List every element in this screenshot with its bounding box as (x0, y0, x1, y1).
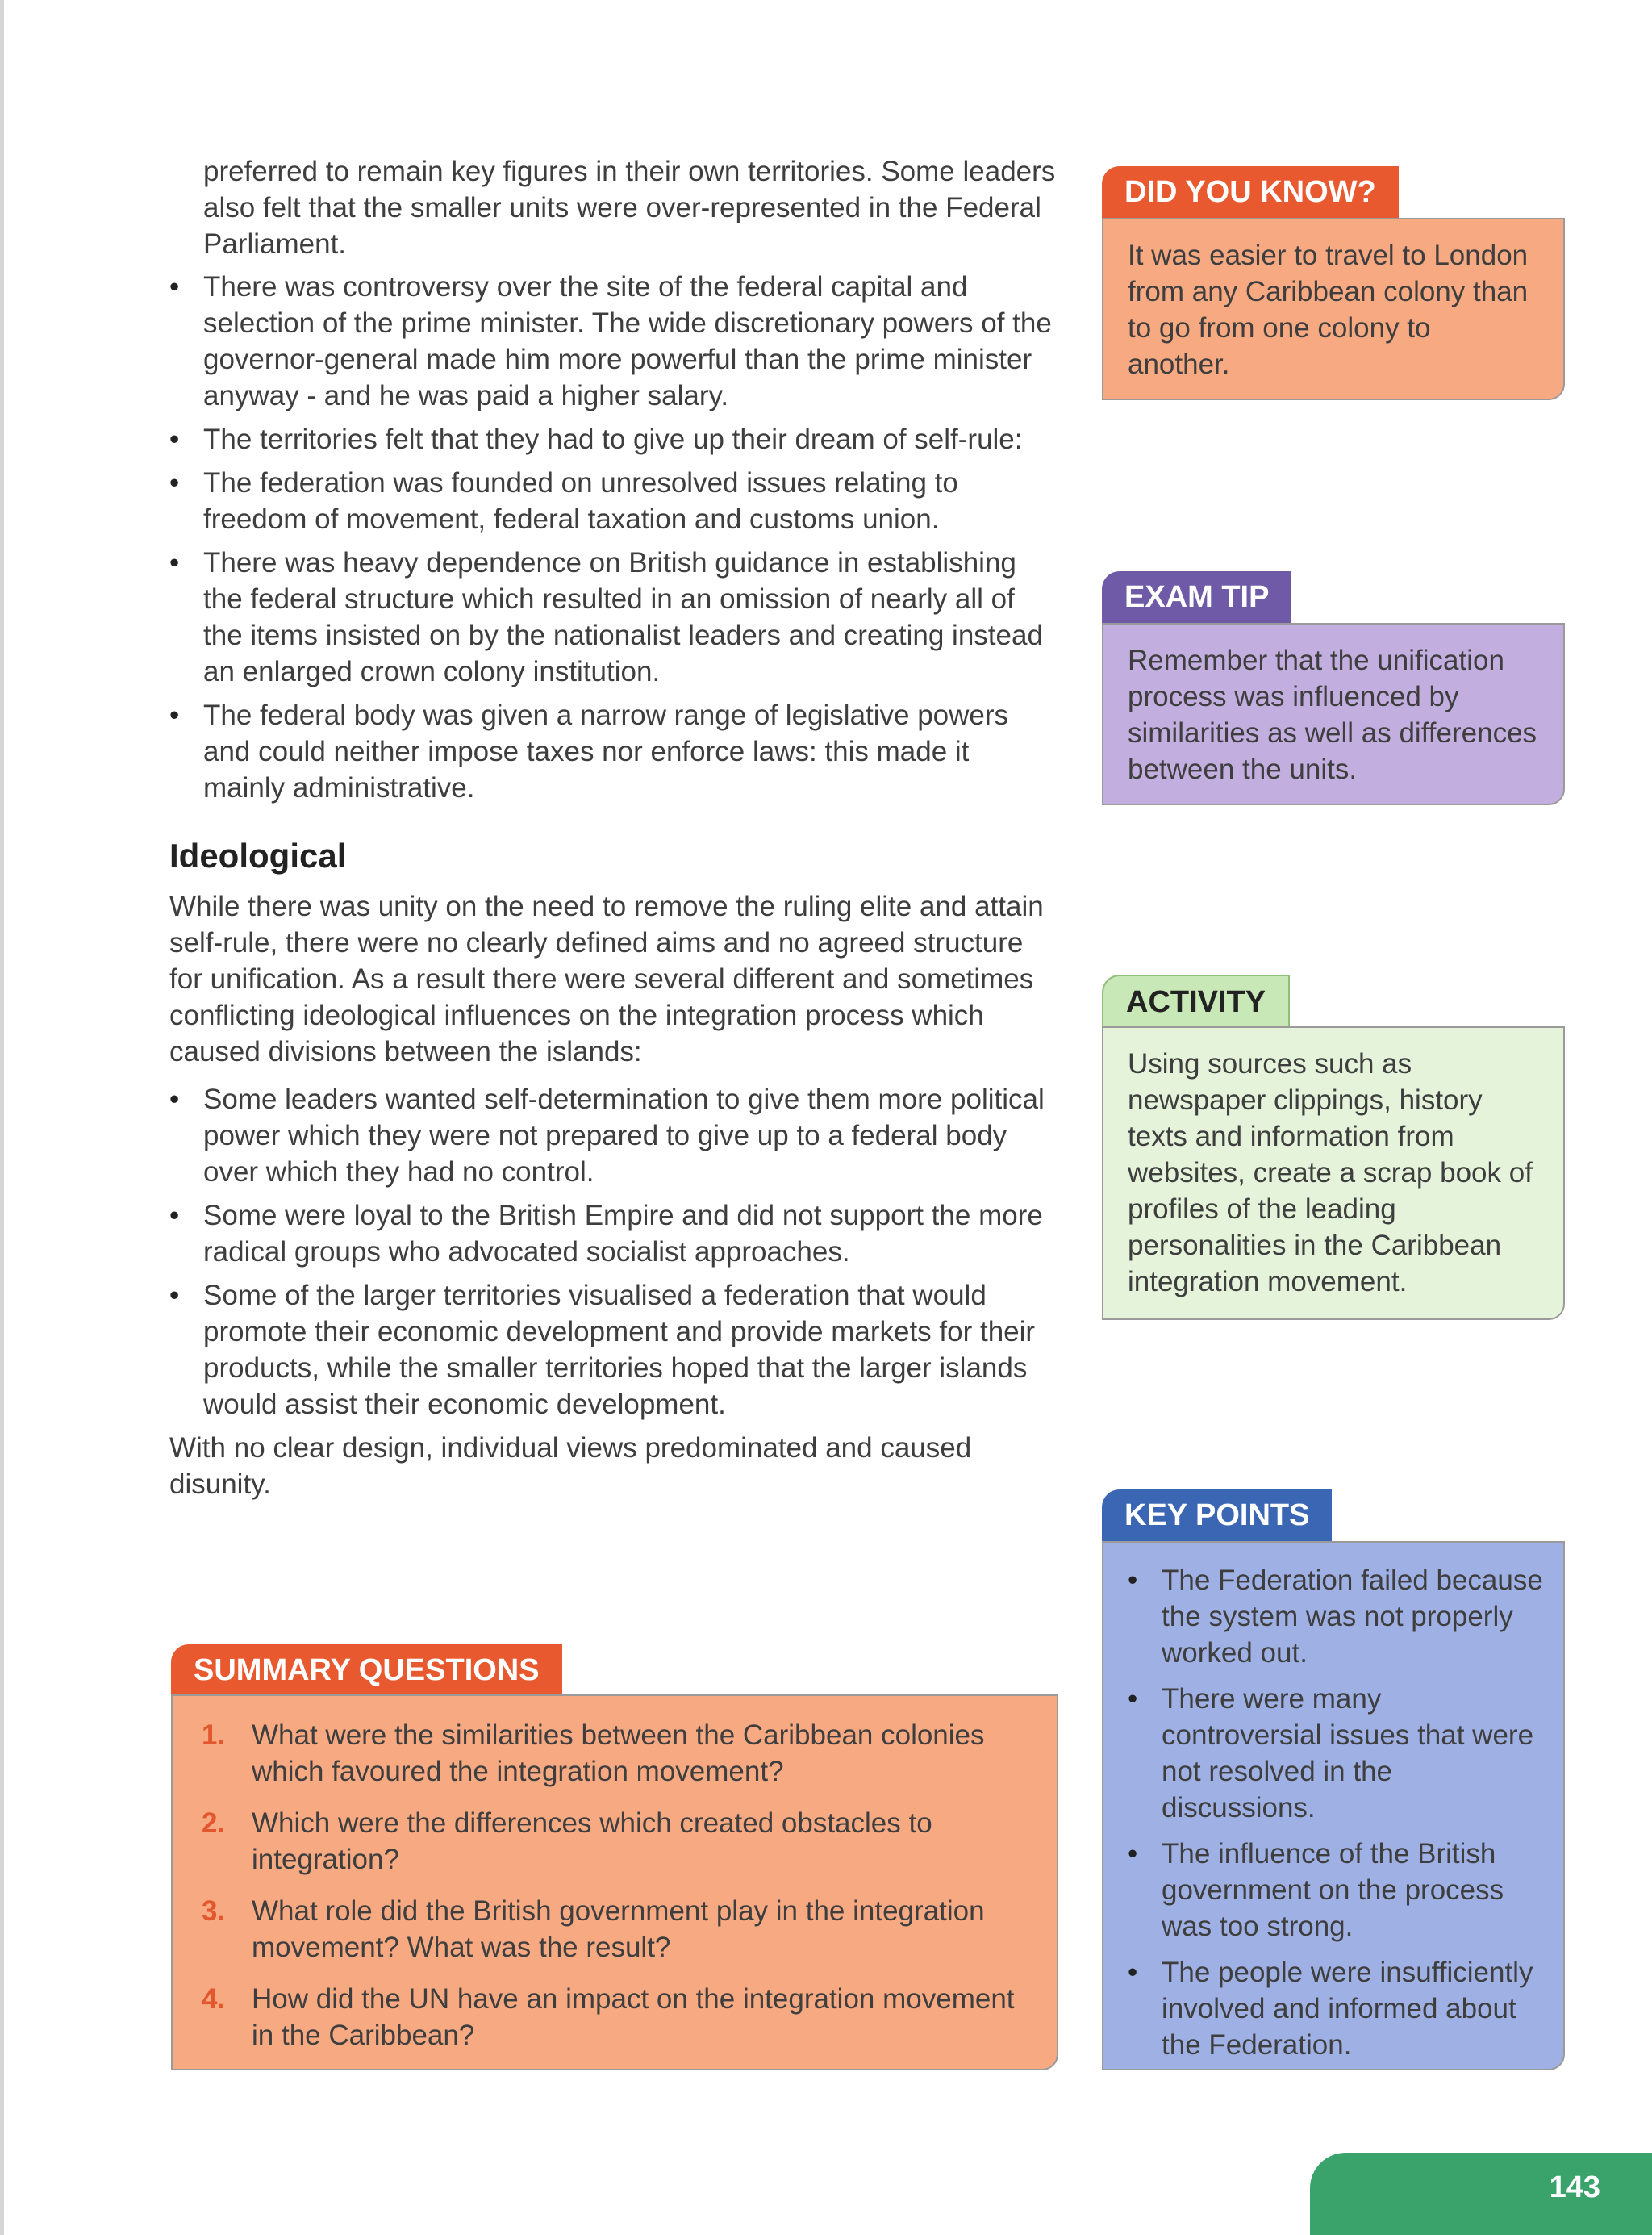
exam-tip-text: Remember that the unification process was influenced by similarities as well as differences between the units. (1128, 645, 1537, 785)
list-item (202, 1717, 1028, 1790)
list-item (202, 1805, 1028, 1878)
list-item: • The federation was founded on unresolved issues relating to freedom of movement, federal taxation and customs union. (169, 465, 1057, 537)
question-text: Which were the differences which created obstacles to integration? (252, 1807, 932, 1875)
question-text: What role did the British government play in the integration movement? What was the result? (252, 1895, 985, 1963)
activity-box (1102, 1026, 1565, 1320)
list-item: • There was heavy dependence on British guidance in establishing the federal structure which resulted in an omission of nearly all of the items insisted on by the nationalist leaders and creating instead an enlarged crown colony institution. (169, 545, 1057, 690)
intro-continuation: preferred to remain key figures in their own territories. Some leaders also felt that the smaller units were over-represented in the Federal Parliament. (203, 156, 1056, 260)
list-item: • The Federation failed because the system was not properly worked out. (1128, 1562, 1544, 1671)
question-number: 1. (202, 1719, 226, 1751)
list-item: • Some leaders wanted self-determination to give them more political power which they were not prepared to give up to a federal body over which they had no control. (169, 1081, 1057, 1190)
ideological-conclusion: With no clear design, individual views predominated and caused disunity. (169, 1432, 972, 1500)
did-you-know-title: DID YOU KNOW? (1102, 166, 1399, 218)
question-text: What were the similarities between the Caribbean colonies which favoured the integration movement? (252, 1719, 985, 1787)
question-number: 2. (202, 1807, 226, 1839)
list-item: • There were many controversial issues that were not resolved in the discussions. (1128, 1681, 1544, 1826)
list-item: • Some of the larger territories visualised a federation that would promote their economic development and provide markets for their products, while the smaller territories hoped that the larger islands would assist their economic development. (169, 1277, 1057, 1422)
political-bullet-list (169, 269, 1057, 806)
did-you-know-box (1102, 218, 1565, 400)
page-number-tab (1310, 2153, 1652, 2235)
activity-text: Using sources such as newspaper clippings, history texts and information from websites, create a scrap book of profiles of the leading personalities in the Caribbean integration movement. (1128, 1048, 1533, 1297)
summary-questions-title: SUMMARY QUESTIONS (171, 1644, 562, 1696)
exam-tip-title: EXAM TIP (1102, 571, 1291, 623)
key-points-list (1128, 1562, 1544, 2063)
page-edge (0, 0, 4, 2235)
ideological-intro: While there was unity on the need to remove the ruling elite and attain self-rule, there were no clearly defined aims and no agreed structure for unification. As a result there were several different and sometimes conflicting ideological influences on the integration process which caused divisions between the islands: (169, 891, 1044, 1067)
question-number: 3. (202, 1895, 226, 1927)
list-item: • The territories felt that they had to give up their dream of self-rule: (169, 421, 1057, 457)
question-text: How did the UN have an impact on the integration movement in the Caribbean? (252, 1983, 1015, 2051)
exam-tip-box (1102, 623, 1565, 805)
list-item (202, 1981, 1028, 2053)
list-item (202, 1893, 1028, 1966)
list-item: • The federal body was given a narrow range of legislative powers and could neither impose taxes nor enforce laws: this made it mainly administrative. (169, 697, 1057, 806)
question-number: 4. (202, 1983, 226, 2015)
list-item: • The influence of the British government on the process was too strong. (1128, 1836, 1544, 1945)
key-points-box (1102, 1541, 1565, 2070)
did-you-know-text: It was easier to travel to London from any Caribbean colony than to go from one colony to another. (1128, 240, 1529, 380)
list-item: • Some were loyal to the British Empire and did not support the more radical groups who advocated socialist approaches. (169, 1197, 1057, 1270)
main-column (169, 153, 1057, 1502)
summary-questions-box (171, 1694, 1058, 2070)
summary-questions-list (202, 1717, 1028, 2053)
key-points-title: KEY POINTS (1102, 1489, 1332, 1541)
list-item: • There was controversy over the site of the federal capital and selection of the prime minister. The wide discretionary powers of the governor-general made him more powerful than the prime minister anyway - and he was paid a higher salary. (169, 269, 1057, 414)
list-item: • The people were insufficiently involved and informed about the Federation. (1128, 1954, 1544, 2063)
activity-title: ACTIVITY (1102, 975, 1290, 1028)
page-number: 143 (1549, 2170, 1600, 2204)
ideological-heading: Ideological (169, 837, 347, 875)
ideological-bullet-list (169, 1081, 1057, 1422)
